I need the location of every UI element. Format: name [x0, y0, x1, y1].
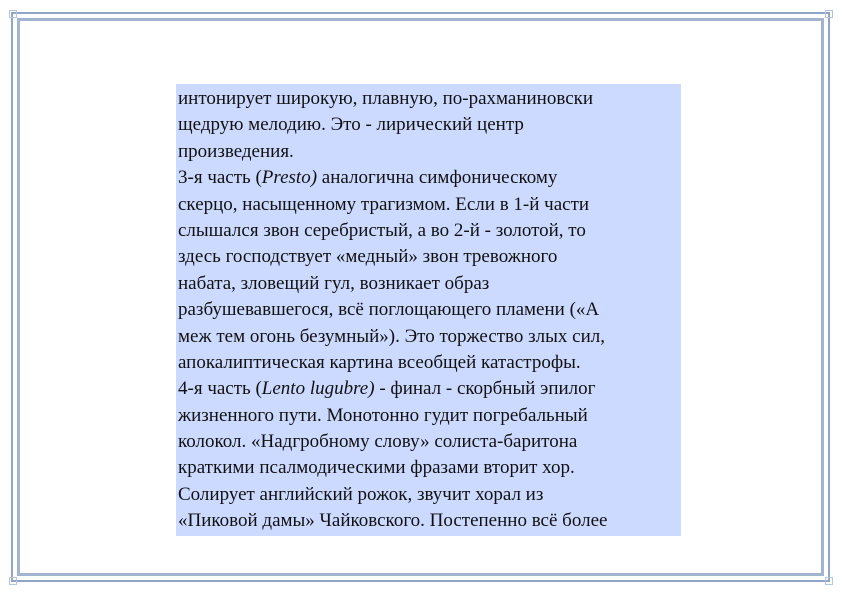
text-line [178, 429, 681, 455]
text-segment: щедрую мелодию. Это - лирический центр [178, 114, 524, 136]
text-line [178, 112, 681, 138]
text-segment: «Пиковой дамы» Чайковского. Постепенно всё более [178, 510, 608, 532]
text-segment: краткими псалмодическими фразами вторит хор. [178, 457, 575, 479]
text-segment: колокол. «Надгробному слову» солиста-баритона [178, 431, 578, 453]
text-block [176, 84, 681, 536]
text-segment: 4-я часть ( [178, 378, 262, 400]
text-line [178, 482, 681, 508]
text-segment: произведения. [178, 140, 294, 162]
text-line [178, 218, 681, 244]
text-line [178, 297, 681, 323]
text-line [178, 86, 681, 112]
text-segment: разбушевавшегося, всё поглощающего пламени («А [178, 299, 600, 321]
text-segment: Солирует английский рожок, звучит хорал из [178, 483, 544, 505]
text-line [178, 403, 681, 429]
italic-term: Lento lugubre) [261, 378, 375, 400]
frame-corner-bottom-right [825, 577, 833, 585]
text-line [178, 350, 681, 376]
text-line [178, 508, 681, 534]
text-segment: жизненного пути. Монотонно гудит погребальный [178, 404, 588, 426]
text-segment: слышался звон серебристый, а во 2-й - золотой, то [178, 219, 586, 241]
text-line [178, 271, 681, 297]
text-line [178, 376, 681, 402]
text-segment: меж тем огонь безумный»). Это торжество злых сил, [178, 325, 605, 347]
text-segment: 3-я часть ( [178, 167, 262, 189]
text-segment: скерцо, насыщенному трагизмом. Если в 1-й части [178, 193, 590, 215]
text-segment: апокалиптическая картина всеобщей катастрофы. [178, 351, 581, 373]
frame-corner-top-right [825, 10, 833, 18]
text-line [178, 192, 681, 218]
text-segment: аналогична симфоническому [317, 167, 558, 189]
text-line [178, 139, 681, 165]
italic-term: Presto) [261, 167, 318, 189]
frame-corner-bottom-left [9, 577, 17, 585]
frame-corner-top-left [9, 10, 17, 18]
text-segment: - финал - скорбный эпилог [374, 378, 596, 400]
text-line [178, 244, 681, 270]
text-line [178, 165, 681, 191]
text-line [178, 324, 681, 350]
text-line [178, 455, 681, 481]
text-segment: интонирует широкую, плавную, по-рахманиновски [178, 88, 594, 109]
text-segment: здесь господствует «медный» звон тревожного [178, 246, 558, 268]
text-segment: набата, зловещий гул, возникает образ [178, 272, 490, 294]
